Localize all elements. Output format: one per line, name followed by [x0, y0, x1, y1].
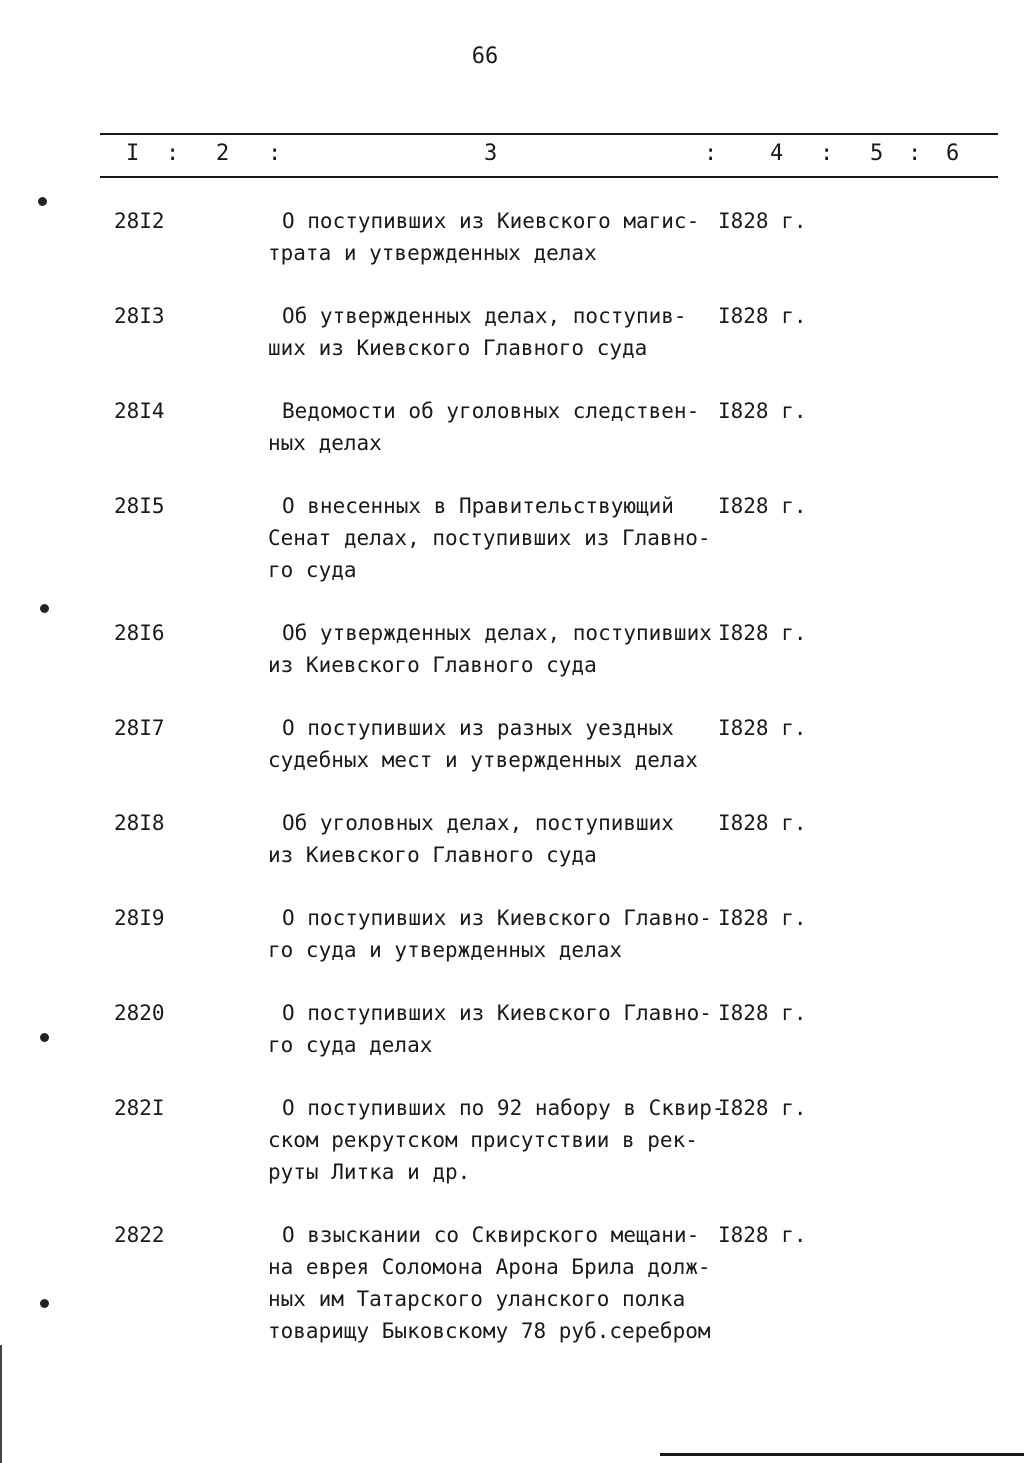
record-year: I828 г. — [718, 906, 807, 930]
description-line: О взыскании со Сквирского мещани- — [282, 1223, 700, 1247]
header-col-2: 2 — [216, 141, 230, 166]
description-line: О внесенных в Правительствующий — [282, 494, 674, 518]
description-line: О поступивших из Киевского Главно- — [282, 906, 712, 930]
page-number: 66 — [471, 44, 499, 69]
description-line: О поступивших из разных уездных — [282, 716, 674, 740]
header-col-1: I — [126, 141, 140, 166]
description-line: го суда — [268, 558, 357, 582]
description-line: О поступивших по 92 набору в Сквир- — [282, 1096, 725, 1120]
description-line: трата и утвержденных делах — [268, 241, 597, 265]
record-number: 28I3 — [114, 304, 165, 328]
description-line: О поступивших из Киевского Главно- — [282, 1001, 712, 1025]
record-number: 28I8 — [114, 811, 165, 835]
record-number: 28I4 — [114, 399, 165, 423]
record-number: 28I7 — [114, 716, 165, 740]
record-year: I828 г. — [718, 1001, 807, 1025]
description-line: товарищу Быковскому 78 руб.серебром — [268, 1319, 711, 1343]
description-line: Об уголовных делах, поступивших — [282, 811, 674, 835]
record-description — [268, 902, 718, 966]
description-line: ных им Татарского уланского полка — [268, 1287, 686, 1311]
record-description — [268, 997, 718, 1061]
punch-hole — [40, 604, 49, 613]
record-number: 28I5 — [114, 494, 165, 518]
record-year: I828 г. — [718, 811, 807, 835]
header-separator: : — [704, 141, 718, 166]
description-line: О поступивших из Киевского магис- — [282, 209, 700, 233]
record-year: I828 г. — [718, 1096, 807, 1120]
record-number: 2820 — [114, 1001, 165, 1025]
record-year: I828 г. — [718, 399, 807, 423]
header-col-5: 5 — [870, 141, 884, 166]
record-description — [268, 617, 718, 681]
header-bottom-rule — [100, 176, 998, 178]
description-line: ших из Киевского Главного суда — [268, 336, 648, 360]
header-separator: : — [166, 141, 180, 166]
description-line: из Киевского Главного суда — [268, 653, 597, 677]
header-top-rule — [100, 133, 998, 135]
record-number: 2822 — [114, 1223, 165, 1247]
header-col-6: 6 — [946, 141, 960, 166]
record-year: I828 г. — [718, 621, 807, 645]
record-year: I828 г. — [718, 494, 807, 518]
description-line: судебных мест и утвержденных делах — [268, 748, 698, 772]
header-col-3: 3 — [484, 141, 498, 166]
header-col-4: 4 — [770, 141, 784, 166]
record-year: I828 г. — [718, 209, 807, 233]
description-line: ском рекрутском присутствии в рек- — [268, 1128, 698, 1152]
record-description — [268, 1219, 718, 1347]
record-year: I828 г. — [718, 304, 807, 328]
header-separator: : — [908, 141, 922, 166]
record-number: 28I9 — [114, 906, 165, 930]
record-description — [268, 205, 718, 269]
description-line: на еврея Соломона Арона Брила долж- — [268, 1255, 711, 1279]
description-line: Ведомости об уголовных следствен- — [282, 399, 700, 423]
record-description — [268, 395, 718, 459]
description-line: Сенат делах, поступивших из Главно- — [268, 526, 711, 550]
description-line: руты Литка и др. — [268, 1160, 471, 1184]
record-description — [268, 712, 718, 776]
record-year: I828 г. — [718, 1223, 807, 1247]
description-line: Об утвержденных делах, поступив- — [282, 304, 687, 328]
record-number: 28I6 — [114, 621, 165, 645]
punch-hole — [40, 1299, 49, 1308]
record-year: I828 г. — [718, 716, 807, 740]
punch-hole — [38, 197, 47, 206]
record-description — [268, 490, 718, 586]
header-separator: : — [820, 141, 834, 166]
scan-bottom-edge — [660, 1453, 1024, 1456]
description-line: го суда делах — [268, 1033, 433, 1057]
table-header — [0, 141, 1024, 171]
punch-hole — [40, 1033, 49, 1042]
record-description — [268, 300, 718, 364]
scan-edge-line — [0, 1345, 2, 1463]
record-description — [268, 807, 718, 871]
description-line: Об утвержденных делах, поступивших — [282, 621, 712, 645]
record-number: 282I — [114, 1096, 165, 1120]
record-number: 28I2 — [114, 209, 165, 233]
header-separator: : — [268, 141, 282, 166]
description-line: ных делах — [268, 431, 382, 455]
record-description — [268, 1092, 725, 1188]
description-line: из Киевского Главного суда — [268, 843, 597, 867]
description-line: го суда и утвержденных делах — [268, 938, 623, 962]
